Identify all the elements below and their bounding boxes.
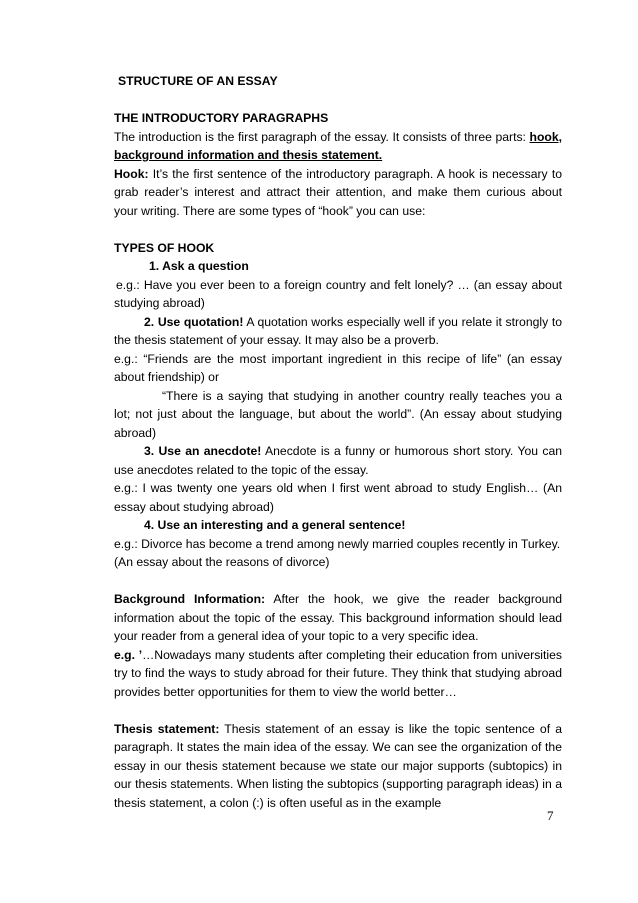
background-paragraph: Background Information: After the hook, we give the reader background information about the topic of the essay. This background information should lead your reader from a general idea of your topic to a very specific idea. [114, 592, 563, 643]
intro-heading: THE INTRODUCTORY PARAGRAPHS [114, 111, 329, 125]
anecdote-example: e.g.: I was twenty one years old when I first went abroad to study English… (An essay about studying abroad) [114, 481, 562, 514]
types-heading: TYPES OF HOOK [114, 240, 215, 255]
sentence-note: (An essay about the reasons of divorce) [114, 555, 330, 569]
hook-type-question: 1. Ask a question [149, 259, 249, 273]
question-example: e.g.: Have you ever been to a foreign country and felt lonely? … (an essay about studying abroad) [114, 277, 562, 310]
hook-paragraph: Hook: It’s the first sentence of the introductory paragraph. A hook is necessary to grab reader’s interest and attract their attention, and make them curious about your writing. There are some types of “hook” you can use: [114, 166, 562, 218]
thesis-paragraph: Thesis statement: Thesis statement of an essay is like the topic sentence of a paragraph. It states the main idea of the essay. We can see the organization of the essay in our thesis statement because we state our major supports (subtopics) in our thesis statements. When listing the subtopics (supporting paragraph ideas) in a thesis statement, a colon (:) is often useful as in the example [114, 721, 562, 810]
background-example: e.g. ’…Nowadays many students after completing their education from universities try to find the ways to study abroad for their future. They think that studying abroad provides better opportunities for them to view the world better… [114, 647, 562, 699]
hook-type-quotation: 2. Use quotation! A quotation works especially well if you relate it strongly to the thesis statement of your essay. It may also be a proverb. [114, 314, 562, 347]
sentence-example: e.g.: Divorce has become a trend among newly married couples recently in Turkey. [114, 536, 561, 551]
hook-type-anecdote: 3. Use an anecdote! Anecdote is a funny or humorous short story. You can use anecdotes related to the topic of the essay. [114, 444, 563, 477]
page-number: 7 [547, 808, 554, 823]
quotation-example-2: “There is a saying that studying in another country really teaches you a lot; not just about the language, but about the world”. (An essay about studying abroad) [114, 388, 562, 440]
page-title: STRUCTURE OF AN ESSAY [118, 74, 278, 88]
quotation-example-1: e.g.: “Friends are the most important ingredient in this recipe of life” (an essay about friendship) or [114, 351, 562, 384]
intro-paragraph: The introduction is the first paragraph of the essay. It consists of three parts: hook, background information and thesis statement. [114, 129, 562, 162]
document-body [114, 72, 562, 812]
hook-type-sentence: 4. Use an interesting and a general sentence! [144, 518, 406, 532]
